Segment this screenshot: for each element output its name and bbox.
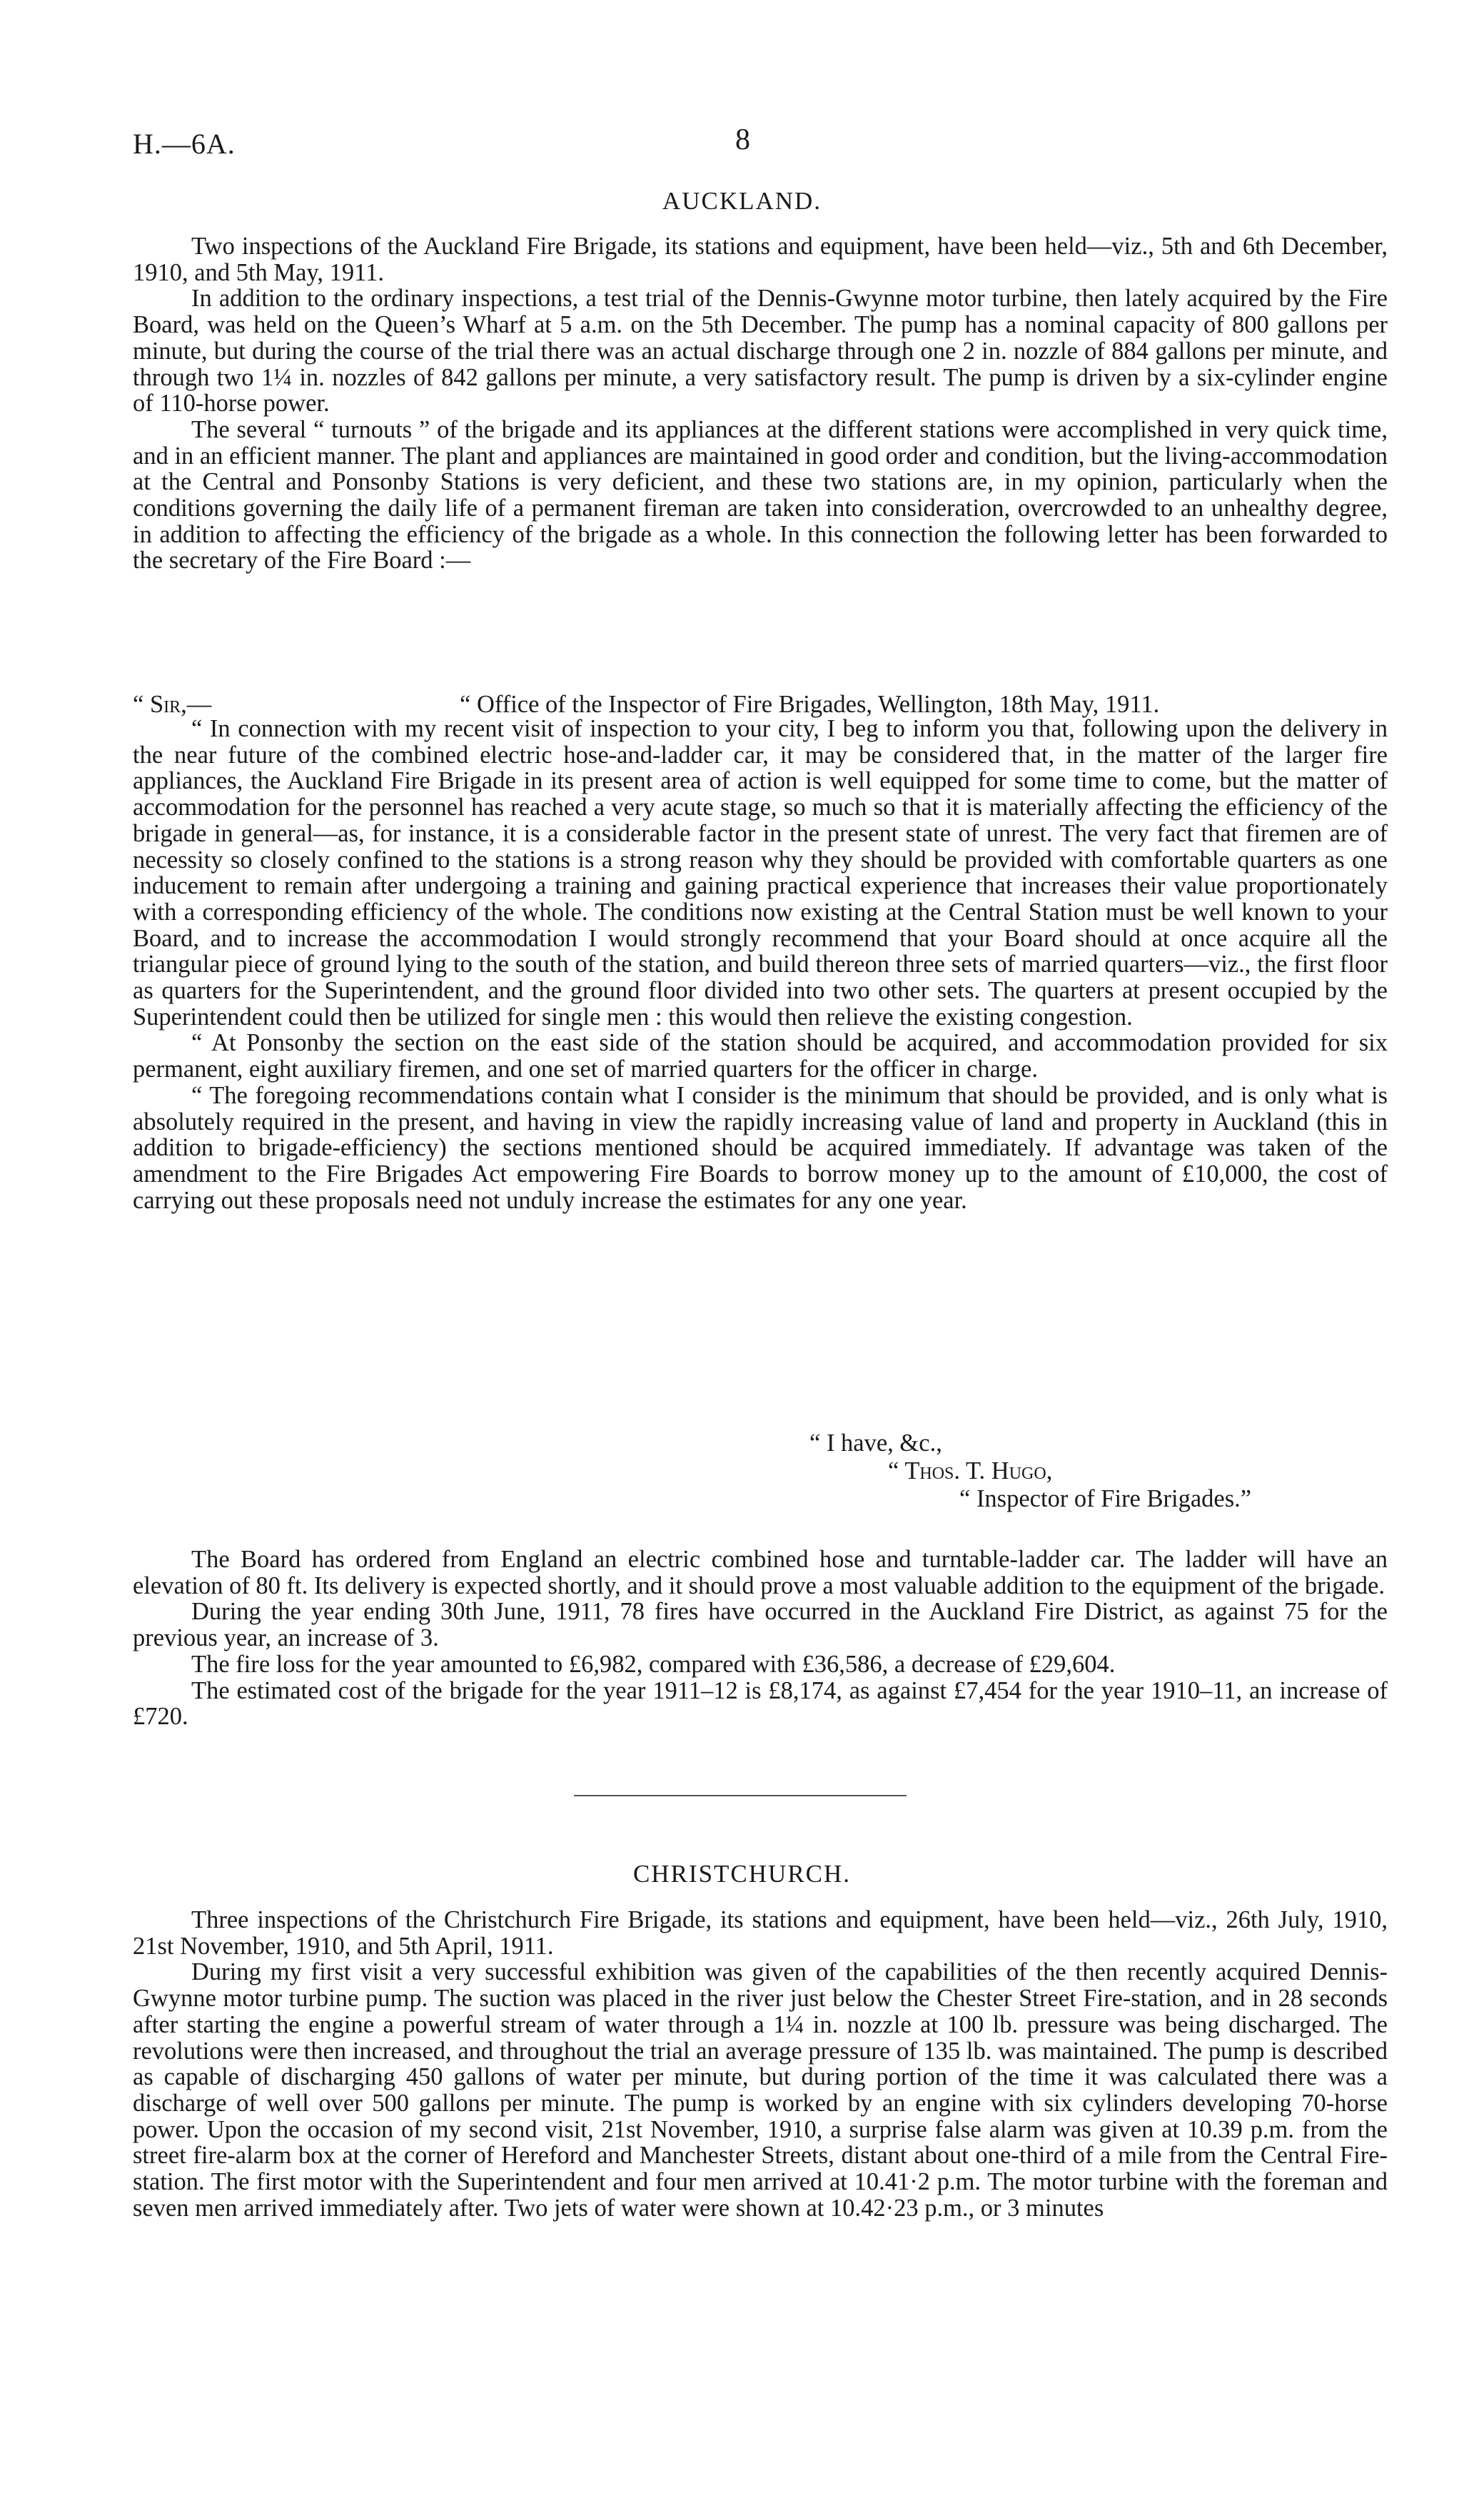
section-heading-christchurch: CHRISTCHURCH. <box>632 1860 852 1888</box>
letter-paragraph: “ In connection with my recent visit of inspection to your city, I beg to inform you that, following upon the delivery in the near future of the combined electric hose-and-ladder car, it may be considered that, in the matter of the larger fire appliances, the Auckland Fire Brigade in its present area of action is well equipped for some time to come, but the matter of accommodation for the personnel has reached a very acute stage, so much so that it is materially affecting the efficiency of the brigade in general—as, for instance, it is a considerable factor in the present state of unrest. The very fact that firemen are of necessity so closely confined to the stations is a strong reason why they should be provided with comfortable quarters as one inducement to remain after undergoing a training and gaining practical experience that increases their value proportionately with a corresponding efficiency of the whole. The conditions now existing at the Central Station must be well known to your Board, and to increase the accommodation I would strongly recommend that your Board should at once acquire all the triangular piece of ground lying to the south of the station, and build thereon three sets of married quarters—viz., the first floor as quarters for the Superintendent, and the ground floor divided into two other sets. The quarters at present occupied by the Superintendent could then be utilized for single men : this would then relieve the existing congestion. <box>133 715 1388 1031</box>
auckland-closing-paragraphs <box>133 1547 1388 1730</box>
paragraph: During the year ending 30th June, 1911, 78 fires have occurred in the Auckland Fire District, as against 75 for the previous year, an increase of 3. <box>133 1598 1388 1652</box>
letter-signatory-title: “ Inspector of Fire Brigades.” <box>959 1485 1252 1512</box>
section-heading-auckland: AUCKLAND. <box>662 187 822 215</box>
letter-signature: “ Thos. T. Hugo, <box>888 1457 1053 1484</box>
letter-salutation: “ Sir,— <box>133 691 212 718</box>
paragraph: The fire loss for the year amounted to £6,982, compared with £36,586, a decrease of £29,604. <box>191 1650 1116 1678</box>
section-divider <box>574 1795 907 1796</box>
paragraph: The Board has ordered from England an electric combined hose and turntable-ladder car. The ladder will have an elevation of 80 ft. Its delivery is expected shortly, and it should prove a most valuable addition to the equipment of the brigade. <box>133 1546 1388 1599</box>
report-code: H.—6A. <box>133 128 236 160</box>
paragraph: The estimated cost of the brigade for the year 1911–12 is £8,174, as against £7,454 for the year 1910–11, an increase of £720. <box>133 1676 1388 1731</box>
page-number: 8 <box>735 123 750 156</box>
paragraph: Three inspections of the Christchurch Fire Brigade, its stations and equipment, have been held—viz., 26th July, 1910, 21st November, 1910, and 5th April, 1911. <box>133 1906 1388 1960</box>
letter-office-line: “ Office of the Inspector of Fire Brigades, Wellington, 18th May, 1911. <box>460 691 1160 718</box>
letter-paragraph: “ The foregoing recommendations contain what I consider is the minimum that should be provided, and is only what is absolutely required in the present, and having in view the rapidly increasing value of land and property in Auckland (this in addition to brigade-efficiency) the sections mentioned should be acquired immediately. If advantage was taken of the amendment to the Fire Brigades Act empowering Fire Boards to borrow money up to the amount of £10,000, the cost of carrying out these proposals need not unduly increase the estimates for any one year. <box>133 1081 1388 1214</box>
letter-paragraph: “ At Ponsonby the section on the east side of the station should be acquired, and accommodation provided for six permanent, eight auxiliary firemen, and one set of married quarters for the officer in charge. <box>133 1029 1388 1083</box>
auckland-intro <box>133 233 1388 574</box>
letter-body <box>133 716 1388 1213</box>
paragraph: During my first visit a very successful exhibition was given of the capabilities of the then recently acquired Dennis-Gwynne motor turbine pump. The suction was placed in the river just below the Chester Street Fire-station, and in 28 seconds after starting the engine a powerful stream of water through a 1¼ in. nozzle at 100 lb. pressure was being discharged. The revolutions were then increased, and throughout the trial an average pressure of 135 lb. was maintained. The pump is described as capable of discharging 450 gallons of water per minute, but during portion of the time it was calculated there was a discharge of well over 500 gallons per minute. The pump is worked by an engine with six cylinders developing 70-horse power. Upon the occasion of my second visit, 21st November, 1910, a surprise false alarm was given at 10.39 p.m. from the street fire-alarm box at the corner of Hereford and Manchester Streets, distant about one-third of a mile from the Central Fire-station. The first motor with the Superintendent and four men arrived at 10.41·2 p.m. The motor turbine with the foreman and seven men arrived immediately after. Two jets of water were shown at 10.42·23 p.m., or 3 minutes <box>133 1958 1388 2222</box>
paragraph: The several “ turnouts ” of the brigade and its appliances at the different stations were accomplished in very quick time, and in an efficient manner. The plant and appliances are maintained in good order and condition, but the living-accommodation at the Central and Ponsonby Stations is very deficient, and these two stations are, in my opinion, particularly when the conditions governing the daily life of a permanent fireman are taken into consideration, overcrowded to an unhealthy degree, in addition to affecting the efficiency of the brigade as a whole. In this connection the following letter has been forwarded to the secretary of the Fire Board :— <box>133 415 1388 575</box>
letter-closing: “ I have, &c., <box>809 1429 942 1457</box>
paragraph: In addition to the ordinary inspections, a test trial of the Dennis-Gwynne motor turbine, then lately acquired by the Fire Board, was held on the Queen’s Wharf at 5 a.m. on the 5th December. The pump has a nominal capacity of 800 gallons per minute, but during the course of the trial there was an actual discharge through one 2 in. nozzle of 884 gallons per minute, and through two 1¼ in. nozzles of 842 gallons per minute, a very satisfactory result. The pump is driven by a six-cylinder engine of 110-horse power. <box>133 285 1388 418</box>
paragraph: Two inspections of the Auckland Fire Brigade, its stations and equipment, have been held—viz., 5th and 6th December, 1910, and 5th May, 1911. <box>133 233 1388 286</box>
christchurch-body <box>133 1907 1388 2221</box>
